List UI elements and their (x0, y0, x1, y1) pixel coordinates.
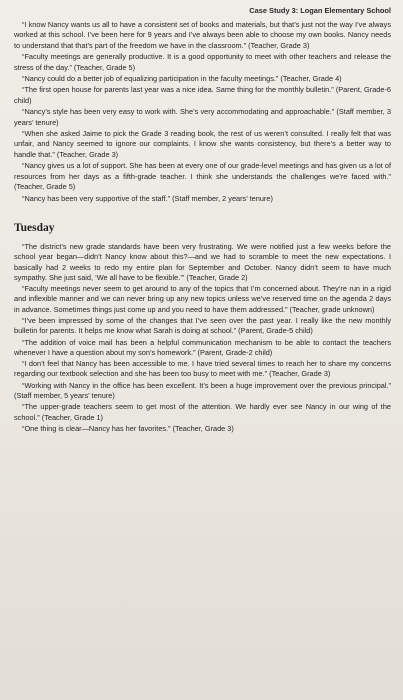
bottom-quotes (14, 242, 391, 434)
quote-paragraph: “The upper-grade teachers seem to get most of the attention. We hardly ever see Nancy in our wing of the school.” (Teacher, Grade 1) (14, 402, 391, 422)
quote-paragraph: “Working with Nancy in the office has been excellent. It’s been a huge improvement over the previous principal.” (Staff member, 5 years’ tenure) (14, 380, 391, 401)
quote-paragraph: “Nancy’s style has been very easy to work with. She’s very accommodating and approachable.” (Staff member, 3 years’ tenure) (14, 107, 391, 127)
quote-paragraph: “I know Nancy wants us all to have a consistent set of books and materials, but that’s just not the way I’ve always worked at this school. I’ve been here for 9 years and I’ve always been able to choose my own books. Nancy needs to understand that that’s part of the freedom we have in the classroom.” (Teacher, Grade 3) (14, 20, 391, 50)
quote-paragraph: “I don’t feel that Nancy has been accessible to me. I have tried several times to reach her to share my concerns regarding our textbook selection and she has been too busy to meet with me.” (Teacher, Grade 3) (14, 359, 391, 379)
section-heading-tuesday: Tuesday (14, 221, 55, 234)
quote-paragraph: “Nancy gives us a lot of support. She has been at every one of our grade-level meetings and has given us a lot of resources from her days as a fifth-grade teacher. I think she understands the challenges we’re faced with.” (Teacher, Grade 5) (14, 161, 391, 192)
quote-paragraph: “The addition of voice mail has been a helpful communication mechanism to be able to contact the teachers whenever I have a question about my son’s homework.” (Parent, Grade-2 child) (14, 337, 391, 357)
quote-paragraph: “Faculty meetings never seem to get around to any of the topics that I’m concerned about. They’re run in a rigid and inflexible manner and we can never bring up any new topics unless we’ve reserved time on the agenda 2 days in advance. Sometimes things just come up and you need to have them addressed.” (Teacher, grade unknown) (14, 284, 391, 314)
quote-paragraph: “The district’s new grade standards have been very frustrating. We were notified just a few weeks before the school year began—didn’t Nancy know about this?—and we had to scramble to meet the new expectations. I basically had 2 weeks to redo my entire plan for September and October. Nancy didn’t seem to have much sympathy. She just said, ‘We all have to be flexible.’” (Teacher, Grade 2) (14, 241, 391, 282)
top-quotes (14, 20, 391, 204)
quote-paragraph: “Faculty meetings are generally productive. It is a good opportunity to meet with other teachers and release the stress of the day.” (Teacher, Grade 5) (14, 52, 391, 72)
quote-paragraph: “The first open house for parents last year was a nice idea. Same thing for the monthly bulletin.” (Parent, Grade-6 child) (14, 85, 391, 105)
quote-paragraph: “I’ve been impressed by some of the changes that I’ve seen over the past year. I really like the new monthly bulletin for parents. It helps me know what Sarah is doing at school.” (Parent, Grade-5 child) (14, 315, 391, 336)
quote-paragraph: “When she asked Jaime to pick the Grade 3 reading book, the rest of us weren’t consulted. I really felt that was unfair, and Nancy seemed to ignore our complaints. I know she wants consistency, but there’s a better way to handle that.” (Teacher, Grade 3) (14, 129, 391, 159)
quote-paragraph: “One thing is clear—Nancy has her favorites.” (Teacher, Grade 3) (22, 423, 234, 433)
running-head: Case Study 3: Logan Elementary School (249, 6, 391, 15)
quote-paragraph: “Nancy could do a better job of equalizing participation in the faculty meetings.” (Teacher, Grade 4) (22, 74, 342, 84)
quote-paragraph: “Nancy has been very supportive of the staff.” (Staff member, 2 years’ tenure) (22, 193, 273, 203)
